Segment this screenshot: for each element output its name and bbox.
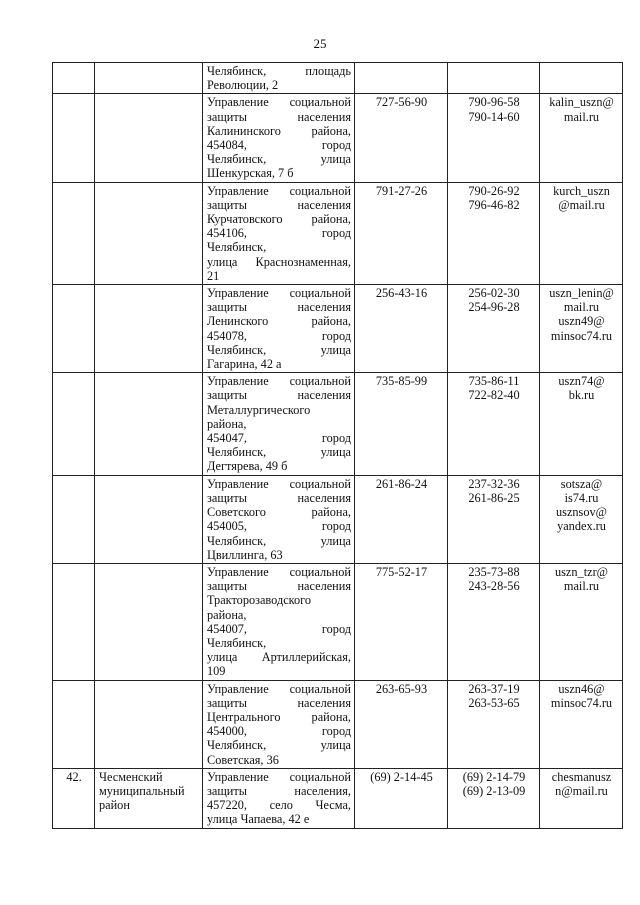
email-cell-line: bk.ru: [568, 388, 595, 403]
address-line: Революции, 2: [207, 78, 279, 93]
municipality-cell: [95, 182, 203, 284]
fax-cell: [448, 285, 540, 373]
phone-cell: [355, 94, 448, 182]
email-cell: [540, 94, 623, 182]
email-cell-line: mail.ru: [563, 300, 600, 315]
address-cell: [203, 94, 355, 182]
address-line: защиты населения: [207, 197, 351, 212]
phone-value: 263-65-93: [375, 681, 428, 696]
address-line: района,: [207, 607, 247, 622]
email-cell-line: uszn_lenin@: [549, 286, 614, 301]
row-number-cell: [53, 680, 95, 768]
address-line: защиты населения: [207, 109, 351, 124]
address-line: 454078, город: [207, 328, 351, 343]
address-line: 454047, город: [207, 431, 351, 446]
address-line: 454084, город: [207, 138, 351, 153]
fax-cell-line: 790-14-60: [468, 109, 520, 124]
municipality-line: Чесменский: [99, 769, 163, 784]
office-row: [53, 563, 623, 680]
fax-cell: [448, 373, 540, 475]
address-line: Курчатовского района,: [207, 212, 351, 227]
address-line: Управление социальной: [207, 681, 351, 696]
address-line: Металлургического: [207, 402, 311, 417]
phone-cell: [355, 475, 448, 563]
fax-cell: [448, 94, 540, 182]
address-line: Управление социальной: [207, 374, 351, 389]
address-line: Челябинск,: [207, 635, 267, 650]
fax-cell: [448, 768, 540, 828]
address-line: защиты населения: [207, 388, 351, 403]
address-line: Советского района,: [207, 505, 351, 520]
office-row: [53, 285, 623, 373]
municipality-cell: [95, 63, 203, 94]
fax-cell-line: 735-86-11: [468, 374, 520, 389]
email-cell-line: minsoc74.ru: [550, 695, 613, 710]
phone-value: 775-52-17: [375, 564, 428, 579]
email-cell-line: uszn74@: [558, 374, 605, 389]
phone-value: (69) 2-14-45: [370, 769, 433, 784]
fax-cell-line: 235-73-88: [468, 564, 520, 579]
fax-cell-line: (69) 2-13-09: [462, 783, 526, 798]
address-line: Управление социальной: [207, 564, 351, 579]
email-cell-line: uszn49@: [558, 314, 605, 329]
fax-cell: [448, 182, 540, 284]
address-cell: [203, 475, 355, 563]
email-cell-line: chesmanusz: [551, 769, 612, 784]
address-line: Советская, 36: [207, 752, 279, 767]
email-cell: [540, 475, 623, 563]
address-cell: [203, 63, 355, 94]
address-line: Тракторозаводского: [207, 593, 312, 608]
address-line: 454005, город: [207, 519, 351, 534]
address-cell: [203, 373, 355, 475]
address-cell: [203, 768, 355, 828]
address-line: защиты населения: [207, 579, 351, 594]
fax-cell: [448, 680, 540, 768]
email-cell-line: mail.ru: [563, 109, 600, 124]
fax-cell-line: 256-02-30: [468, 286, 520, 301]
email-cell: [540, 285, 623, 373]
address-line: Управление социальной: [207, 769, 351, 784]
fax-cell-line: 790-96-58: [468, 95, 520, 110]
address-line: 109: [207, 664, 226, 679]
phone-cell: [355, 182, 448, 284]
address-line: района,: [207, 416, 247, 431]
continuation-row: [53, 63, 623, 94]
email-cell: [540, 680, 623, 768]
phone-cell: [355, 285, 448, 373]
email-cell-line: uszn_tzr@: [555, 564, 608, 579]
phone-cell: [355, 768, 448, 828]
municipality-row-42: [53, 768, 623, 828]
municipality-cell: [95, 768, 203, 828]
fax-cell: [448, 475, 540, 563]
email-cell-line: mail.ru: [563, 579, 600, 594]
address-line: защиты населения: [207, 490, 351, 505]
address-line: 21: [207, 268, 220, 283]
phone-value: 261-86-24: [375, 476, 428, 491]
address-line: Цвиллинга, 63: [207, 547, 283, 562]
address-line: Челябинск, улица: [207, 445, 351, 460]
phone-cell: [355, 680, 448, 768]
fax-cell-line: 722-82-40: [468, 388, 520, 403]
municipality-cell: [95, 373, 203, 475]
phone-value: 791-27-26: [375, 183, 428, 198]
address-line: Челябинск, улица: [207, 152, 351, 167]
email-cell: [540, 768, 623, 828]
address-line: Шенкурская, 7 б: [207, 166, 294, 181]
address-cell: [203, 563, 355, 680]
address-line: Управление социальной: [207, 95, 351, 110]
municipality-cell: [95, 285, 203, 373]
page-number: 25: [313, 36, 327, 51]
address-line: защиты населения: [207, 695, 351, 710]
fax-cell: [448, 563, 540, 680]
address-line: Челябинск, улица: [207, 533, 351, 548]
address-line: Ленинского района,: [207, 314, 351, 329]
social-protection-offices-table: [52, 62, 623, 829]
address-line: улица Артиллерийская,: [207, 650, 351, 665]
fax-cell-line: 263-37-19: [468, 681, 520, 696]
row-number-cell: [53, 285, 95, 373]
email-cell-line: is74.ru: [564, 490, 599, 505]
email-cell-line: usznsov@: [556, 505, 607, 520]
address-line: Управление социальной: [207, 183, 351, 198]
row-number-cell: [53, 475, 95, 563]
fax-cell-line: 243-28-56: [468, 579, 520, 594]
fax-cell-line: 790-26-92: [468, 183, 520, 198]
fax-cell-line: (69) 2-14-79: [462, 769, 526, 784]
phone-cell: [355, 63, 448, 94]
office-row: [53, 94, 623, 182]
address-line: Челябинск, улица: [207, 342, 351, 357]
address-line: Центрального района,: [207, 709, 351, 724]
phone-value: 256-43-16: [375, 286, 428, 301]
address-line: улица Краснознаменная,: [207, 254, 351, 269]
phone-cell: [355, 563, 448, 680]
address-line: 454106, город: [207, 226, 351, 241]
address-line: Калининского района,: [207, 123, 351, 138]
address-line: Гагарина, 42 а: [207, 357, 282, 372]
email-cell-line: n@mail.ru: [555, 783, 608, 798]
fax-cell-line: 263-53-65: [468, 695, 520, 710]
address-line: 454000, город: [207, 724, 351, 739]
email-cell-line: kalin_uszn@: [549, 95, 614, 110]
municipality-cell: [95, 680, 203, 768]
row-number-cell: [53, 182, 95, 284]
office-row: [53, 475, 623, 563]
address-line: 454007, город: [207, 621, 351, 636]
address-line: Управление социальной: [207, 476, 351, 491]
address-line: защиты населения,: [207, 783, 351, 798]
address-line: Управление социальной: [207, 286, 351, 301]
address-line: 457220, село Чесма,: [207, 798, 351, 813]
address-line: защиты населения: [207, 300, 351, 315]
address-line: Дегтярева, 49 б: [207, 459, 288, 474]
email-cell-line: yandex.ru: [557, 519, 606, 534]
address-cell: [203, 680, 355, 768]
municipality-cell: [95, 94, 203, 182]
email-cell-line: minsoc74.ru: [550, 328, 613, 343]
email-cell: [540, 182, 623, 284]
row-number-cell: [53, 768, 95, 828]
office-row: [53, 373, 623, 475]
email-cell: [540, 63, 623, 94]
email-cell-line: @mail.ru: [558, 197, 605, 212]
address-line: Челябинск,: [207, 240, 267, 255]
address-line: Челябинск, площадь: [207, 64, 351, 78]
office-row: [53, 680, 623, 768]
row-number-cell: [53, 373, 95, 475]
email-cell: [540, 563, 623, 680]
email-cell-line: kurch_uszn: [553, 183, 610, 198]
phone-value: 727-56-90: [375, 95, 428, 110]
email-cell-line: sotsza@: [560, 476, 603, 491]
address-cell: [203, 285, 355, 373]
address-cell: [203, 182, 355, 284]
fax-cell-line: 237-32-36: [468, 476, 520, 491]
email-cell-line: uszn46@: [558, 681, 605, 696]
municipality-line: муниципальный: [99, 783, 185, 798]
municipality-line: район: [99, 798, 130, 813]
row-number-cell: [53, 63, 95, 94]
fax-cell-line: 261-86-25: [468, 490, 520, 505]
row-number: 42.: [66, 769, 82, 784]
municipality-cell: [95, 475, 203, 563]
address-line: улица Чапаева, 42 е: [207, 812, 310, 827]
row-number-cell: [53, 563, 95, 680]
email-cell: [540, 373, 623, 475]
fax-cell: [448, 63, 540, 94]
phone-value: 735-85-99: [375, 374, 428, 389]
municipality-cell: [95, 563, 203, 680]
address-line: Челябинск, улица: [207, 738, 351, 753]
fax-cell-line: 254-96-28: [468, 300, 520, 315]
row-number-cell: [53, 94, 95, 182]
office-row: [53, 182, 623, 284]
fax-cell-line: 796-46-82: [468, 197, 520, 212]
phone-cell: [355, 373, 448, 475]
